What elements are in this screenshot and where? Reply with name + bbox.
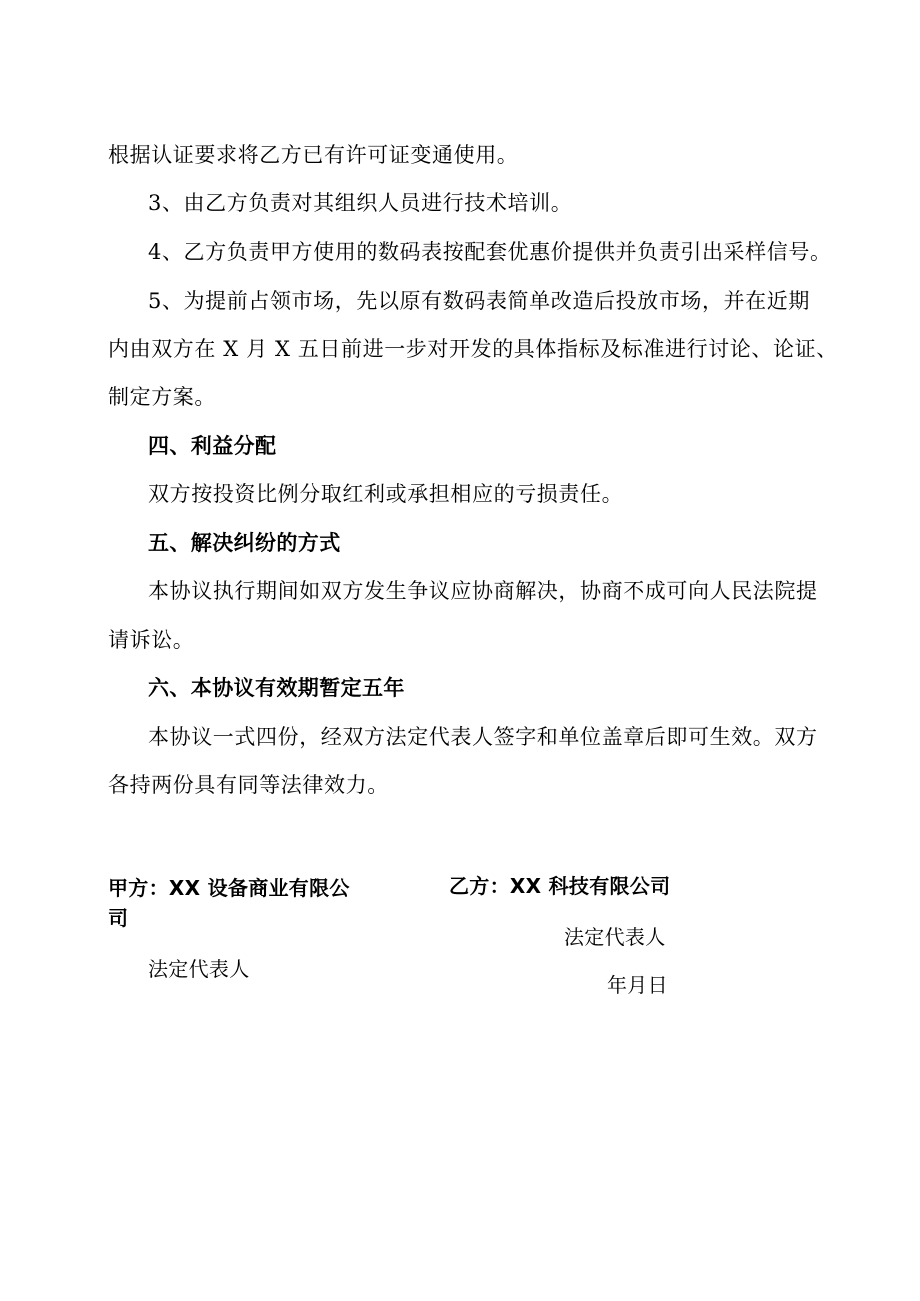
- paragraph-validity-line1: 本协议一式四份，经双方法定代表人签字和单位盖章后即可生效。双方: [148, 725, 818, 749]
- party-b-name: 乙方：XX 科技有限公司: [449, 874, 671, 898]
- paragraph-validity-line2: 各持两份具有同等法律效力。: [108, 773, 389, 797]
- paragraph-item-4: 4、乙方负责甲方使用的数码表按配套优惠价提供并负责引出采样信号。: [148, 240, 832, 264]
- paragraph-item-5-line1: 5、为提前占领市场，先以原有数码表简单改造后投放市场，并在近期: [148, 289, 810, 313]
- section-heading-dispute: 五、解决纠纷的方式: [148, 531, 341, 555]
- section-heading-profit: 四、利益分配: [148, 434, 277, 458]
- paragraph-dispute-line2: 请诉讼。: [108, 628, 195, 652]
- paragraph-item-5-line2: 内由双方在 X 月 X 五日前进一步对开发的具体指标及标准进行讨论、论证、: [108, 337, 838, 361]
- party-a-name-line1: 甲方：XX 设备商业有限公: [108, 876, 350, 900]
- party-b-representative: 法定代表人: [564, 925, 666, 949]
- paragraph-license: 根据认证要求将乙方已有许可证变通使用。: [108, 143, 519, 167]
- party-a-representative: 法定代表人: [148, 957, 250, 981]
- paragraph-item-5-line3: 制定方案。: [108, 385, 216, 409]
- section-heading-validity: 六、本协议有效期暂定五年: [148, 676, 405, 700]
- party-a-name-line2: 司: [108, 906, 129, 930]
- party-b-date: 年月日: [607, 973, 668, 997]
- paragraph-profit: 双方按投资比例分取红利或承担相应的亏损责任。: [148, 482, 624, 506]
- paragraph-dispute-line1: 本协议执行期间如双方发生争议应协商解决，协商不成可向人民法院提: [148, 579, 818, 603]
- paragraph-item-3: 3、由乙方负责对其组织人员进行技术培训。: [148, 191, 573, 215]
